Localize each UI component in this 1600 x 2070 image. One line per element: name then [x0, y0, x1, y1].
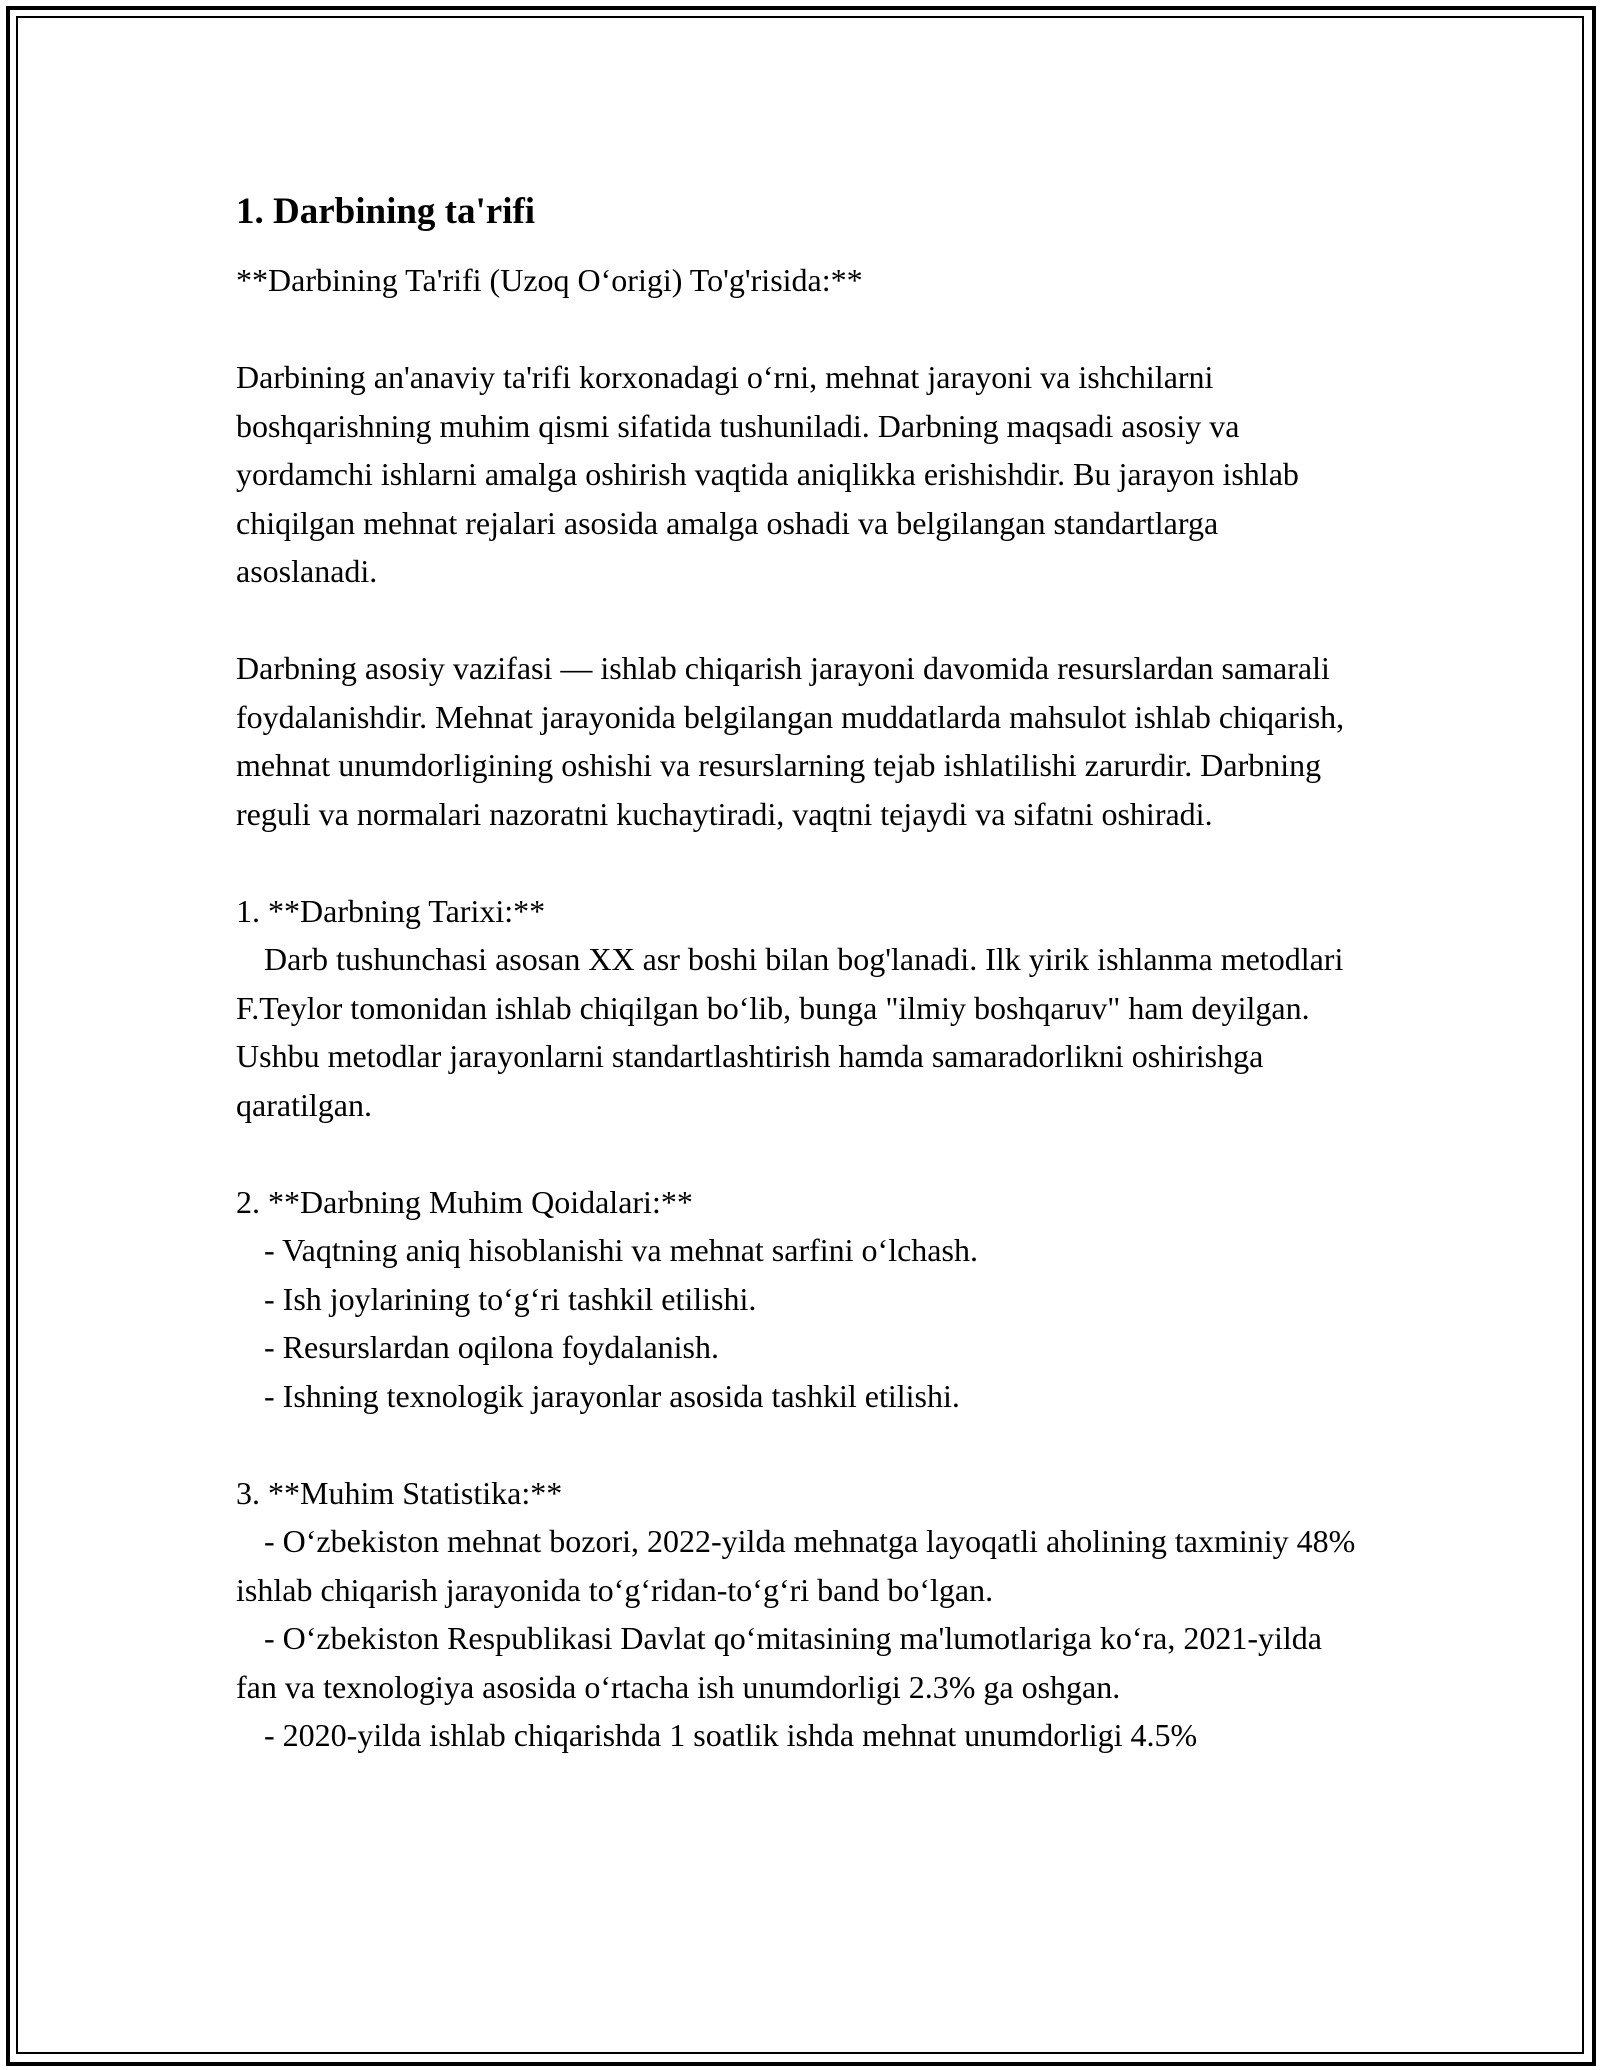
- list-item: - Ish joylarining to‘g‘ri tashkil etilishi.: [264, 1280, 757, 1317]
- list-item: - Ishning texnologik jarayonlar asosida tashkil etilishi.: [264, 1377, 960, 1414]
- list-item: - Vaqtning aniq hisoblanishi va mehnat sarfini o‘lchash.: [264, 1232, 978, 1268]
- paragraph-2: Darbning asosiy vazifasi — ishlab chiqarish jarayoni davomida resurslardan samarali foydalanishdir. Mehnat jarayonida belgilangan muddatlarda mahsulot ishlab chiqarish, mehnat unumdorligining oshishi va resurslarning tejab ishlatilishi zarurdir. Darbning reguli va normalari nazoratni kuchaytiradi, vaqtni tejaydi va sifatni oshiradi.: [236, 650, 1345, 832]
- list-item-text: - 2020-yilda ishlab chiqarishda 1 soatlik ishda mehnat unumdorligi 4.5%: [264, 1717, 1198, 1753]
- spacer: [236, 838, 1366, 887]
- document-heading: 1. Darbining ta'rifi: [236, 191, 536, 232]
- list-item-text: - O‘zbekiston mehnat bozori, 2022-yilda mehnatga layoqatli aholining taxminiy 48% ishlab chiqarish jarayonida to‘g‘ridan-to‘g‘ri band bo‘lgan.: [236, 1523, 1356, 1608]
- paragraph-1: Darbining an'anaviy ta'rifi korxonadagi o‘rni, mehnat jarayoni va ishchilarni boshqarishning muhim qismi sifatida tushuniladi. Darbning maqsadi asosiy va yordamchi ishlarni amalga oshirish vaqtida aniqlikka erishishdir. Bu jarayon ishlab chiqilgan mehnat rejalari asosida amalga oshadi va belgilangan standartlarga asoslanadi.: [236, 359, 1299, 589]
- list-item-text: - O‘zbekiston Respublikasi Davlat qo‘mitasining ma'lumotlariga ko‘ra, 2021-yilda fan va texnologiya asosida o‘rtacha ish unumdorligi 2.3% ga oshgan.: [236, 1620, 1322, 1705]
- section-rules: [236, 1178, 1366, 1421]
- list-item: [236, 1517, 1366, 1614]
- spacer: [236, 1420, 1366, 1469]
- list-item: - Resurslardan oqilona foydalanish.: [264, 1329, 719, 1365]
- section-history-text: Darb tushunchasi asosan XX asr boshi bilan bog'lanadi. Ilk yirik ishlanma metodlari F.Teylor tomonidan ishlab chiqilgan bo‘lib, bunga "ilmiy boshqaruv" ham deyilgan. Ushbu metodlar jarayonlarni standartlashtirish hamda samaradorlikni oshirishga qaratilgan.: [236, 941, 1344, 1123]
- spacer: [236, 1129, 1366, 1178]
- spacer: [236, 596, 1366, 645]
- section-statistics-title: 3. **Muhim Statistika:**: [236, 1474, 563, 1511]
- document-body: [236, 186, 1366, 1760]
- spacer: [236, 305, 1366, 354]
- section-history-title: 1. **Darbning Tarixi:**: [236, 892, 546, 929]
- section-history: [236, 887, 1366, 1130]
- section-history-body: [236, 935, 1366, 1129]
- section-statistics: [236, 1469, 1366, 1760]
- subheading: **Darbining Ta'rifi (Uzoq O‘origi) To'g'risida:**: [236, 262, 863, 298]
- list-item: [236, 1711, 1366, 1760]
- list-item: [236, 1614, 1366, 1711]
- section-rules-title: 2. **Darbning Muhim Qoidalari:**: [236, 1183, 693, 1220]
